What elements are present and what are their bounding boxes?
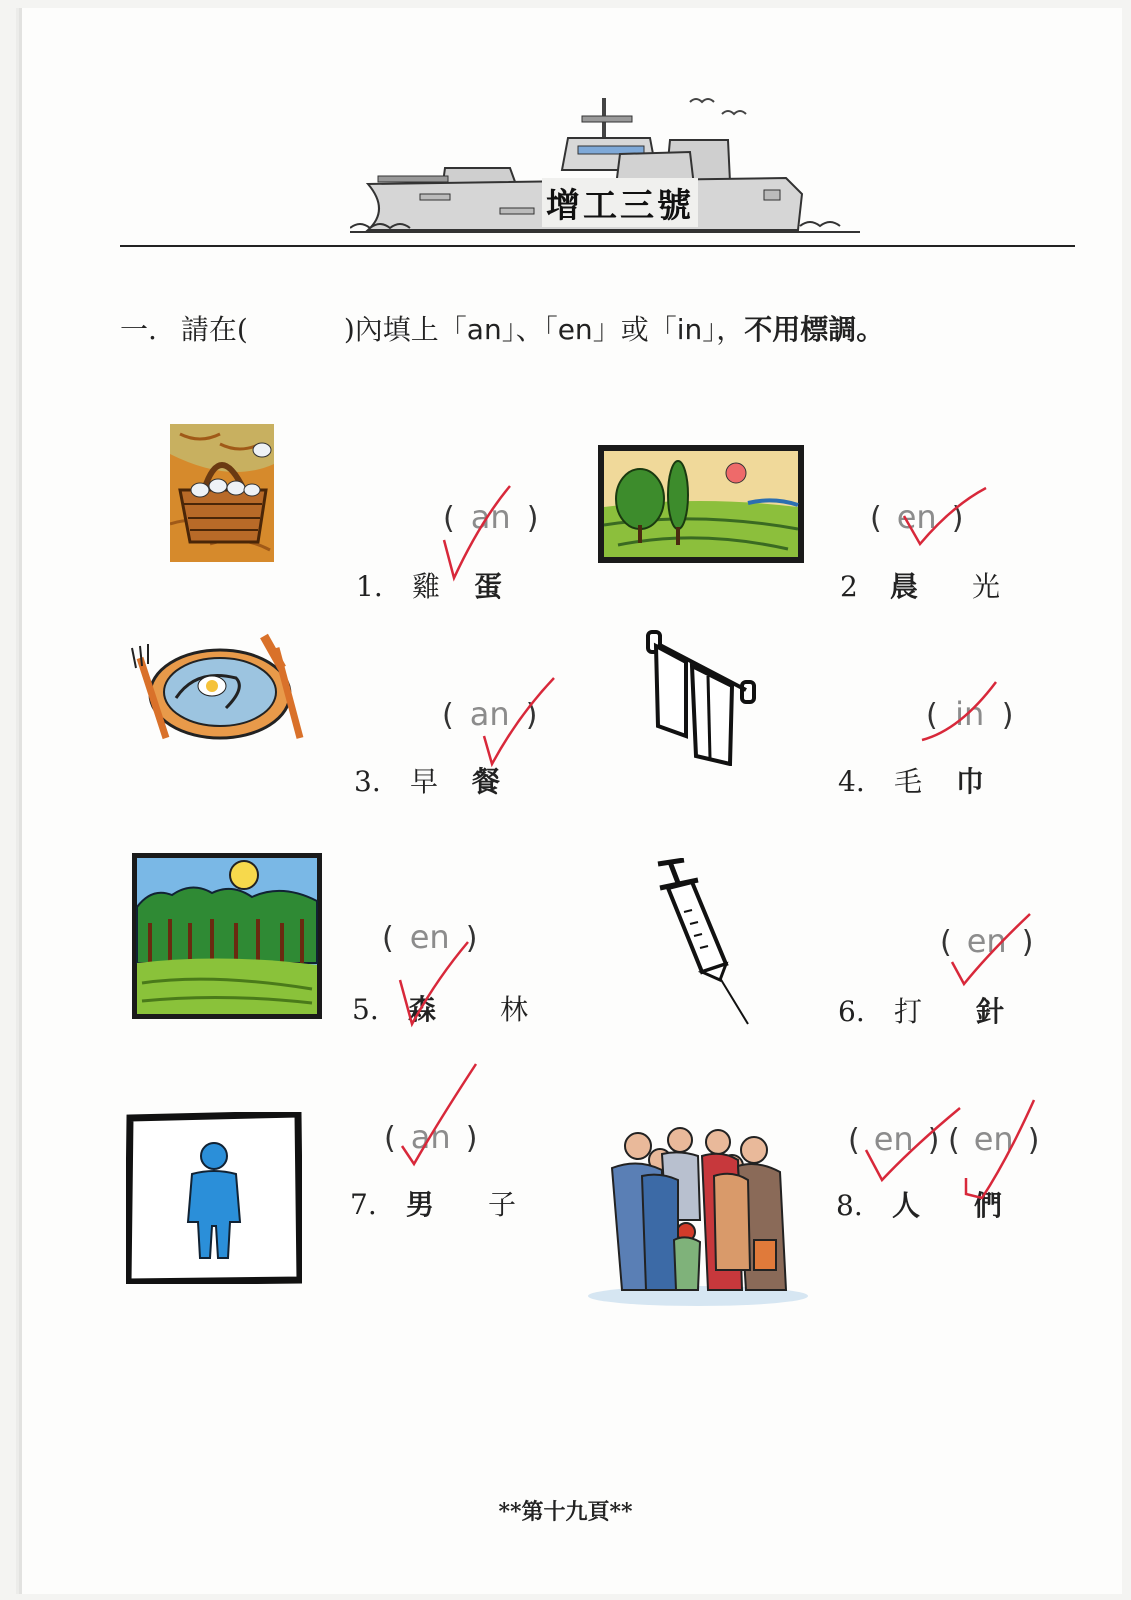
answer-2: en bbox=[896, 498, 937, 536]
answer-blank-4[interactable]: ( in ) bbox=[926, 695, 1014, 733]
instruction-bold-tail: 不用標調。 bbox=[744, 313, 885, 346]
item-number: 8. bbox=[836, 1189, 863, 1222]
answer-blank-8b[interactable]: ( en ) bbox=[948, 1120, 1040, 1158]
forest-icon bbox=[132, 853, 322, 1019]
item-target-char: 針 bbox=[976, 995, 1005, 1028]
answer-blank-7[interactable]: ( an ) bbox=[384, 1118, 478, 1156]
item-number: 5. bbox=[352, 993, 379, 1026]
item-number: 1. bbox=[356, 570, 383, 603]
egg-basket-icon bbox=[170, 424, 274, 562]
ship-banner bbox=[350, 90, 890, 250]
item-number: 3. bbox=[354, 765, 381, 798]
item-char: 毛 bbox=[894, 765, 923, 798]
option-in: in bbox=[676, 313, 703, 346]
item-target-char: 餐 bbox=[472, 765, 501, 798]
item-target-char: 森 bbox=[408, 993, 437, 1026]
answer-blank-5[interactable]: ( en ) bbox=[382, 918, 478, 956]
instruction-sep2: 」或「 bbox=[592, 313, 677, 346]
item-target-char: 晨 bbox=[890, 570, 919, 603]
crowd-of-people-icon bbox=[582, 1120, 814, 1310]
instruction-sep1: 」、「 bbox=[501, 313, 558, 346]
instruction bbox=[120, 308, 884, 348]
instruction-text-b: )內填上「 bbox=[343, 313, 467, 346]
towel-rack-icon bbox=[646, 626, 758, 766]
answer-blank-2[interactable]: ( en ) bbox=[870, 498, 964, 536]
option-en: en bbox=[557, 313, 593, 346]
answer-6: en bbox=[966, 922, 1007, 960]
item-char: 雞 bbox=[412, 570, 441, 603]
item-2 bbox=[840, 565, 1000, 605]
item-char: 早 bbox=[410, 765, 439, 798]
item-char: 打 bbox=[894, 995, 923, 1028]
item-target-char: 人 bbox=[892, 1189, 921, 1222]
answer-8a: en bbox=[873, 1120, 914, 1158]
answer-blank-3[interactable]: ( an ) bbox=[442, 695, 538, 733]
item-char: 林 bbox=[500, 993, 529, 1026]
answer-7: an bbox=[410, 1118, 451, 1156]
syringe-icon bbox=[640, 858, 752, 1026]
option-an: an bbox=[466, 313, 502, 346]
answer-blank-6[interactable]: ( en ) bbox=[940, 922, 1034, 960]
item-4 bbox=[838, 760, 984, 800]
item-5 bbox=[352, 988, 528, 1028]
question-number: 一. bbox=[120, 313, 157, 346]
ship-name: 增工三號 bbox=[542, 178, 698, 227]
item-target-char: 們 bbox=[974, 1189, 1003, 1222]
item-target-char: 巾 bbox=[956, 765, 985, 798]
morning-landscape-icon bbox=[598, 445, 804, 563]
answer-5: en bbox=[409, 918, 450, 956]
item-char: 子 bbox=[488, 1188, 517, 1221]
item-char: 光 bbox=[972, 570, 1001, 603]
answer-blank-8a[interactable]: ( en ) bbox=[848, 1120, 940, 1158]
item-number: 7. bbox=[350, 1188, 377, 1221]
breakfast-plate-icon bbox=[126, 628, 312, 752]
item-7 bbox=[350, 1183, 516, 1223]
answer-4: in bbox=[955, 695, 985, 733]
item-8 bbox=[836, 1184, 1002, 1224]
item-target-char: 男 bbox=[406, 1188, 435, 1221]
answer-1: an bbox=[470, 498, 511, 536]
item-number: 2 bbox=[840, 570, 858, 603]
answer-blank-1[interactable]: ( an ) bbox=[443, 498, 539, 536]
man-sign-icon bbox=[126, 1112, 302, 1284]
instruction-text-c: 」， bbox=[702, 313, 745, 346]
item-target-char: 蛋 bbox=[474, 570, 503, 603]
answer-8b: en bbox=[973, 1120, 1014, 1158]
header-rule bbox=[120, 245, 1075, 247]
item-6 bbox=[838, 990, 1004, 1030]
item-number: 6. bbox=[838, 995, 865, 1028]
answer-3: an bbox=[469, 695, 510, 733]
item-number: 4. bbox=[838, 765, 865, 798]
item-3 bbox=[354, 760, 500, 800]
page-number: **第十九頁** bbox=[498, 1499, 633, 1525]
item-1 bbox=[356, 565, 502, 605]
instruction-text-a: 請在( bbox=[180, 313, 248, 346]
